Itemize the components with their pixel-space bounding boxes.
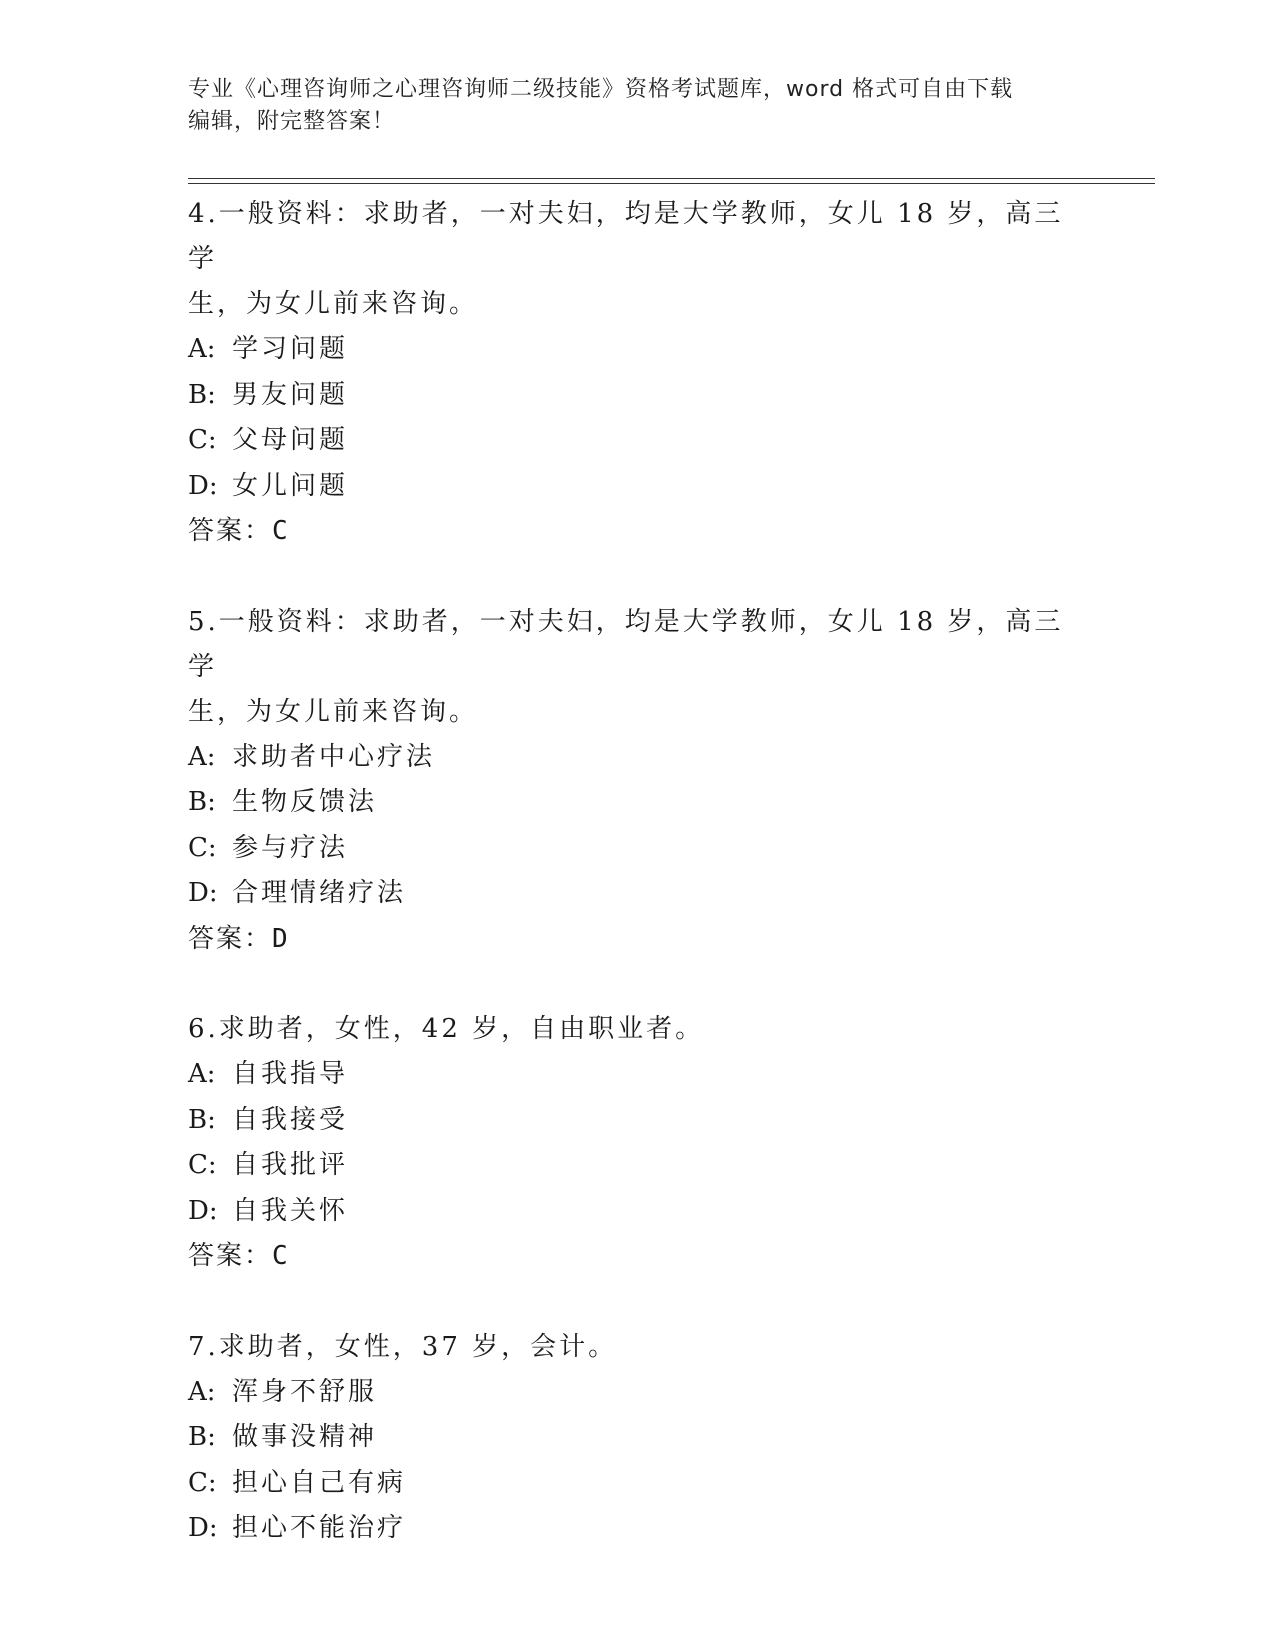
option-text: 浑身不舒服 [232,1376,378,1407]
question-5 [188,600,1088,963]
option-text: 自我接受 [232,1104,349,1135]
option-d [188,464,1088,510]
option-b [188,373,1088,419]
option-letter: C: [188,1467,217,1498]
option-d [188,1189,1088,1235]
option-d [188,871,1088,917]
option-letter: B: [188,787,216,817]
question-stem-line: 生，为女儿前来咨询。 [188,289,479,319]
option-letter: A: [188,1376,216,1407]
question-spacer [188,555,1088,600]
option-text: 女儿问题 [232,470,349,501]
answer-label: 答案： [188,516,273,546]
option-text: 求助者中心疗法 [232,741,436,772]
header-line-1: 专业《心理咨询师之心理咨询师二级技能》资格考试题库，word 格式可自由下载 [188,77,1014,102]
option-a [188,735,1088,781]
answer-label: 答案： [188,1241,273,1271]
option-text: 自我关怀 [232,1195,349,1226]
question-stem-line: 5.一般资料：求助者，一对夫妇，均是大学教师，女儿 18 岁，高三学 [188,606,1064,682]
option-text: 担心不能治疗 [232,1513,407,1543]
header-divider-top [188,178,1155,179]
answer-value: C [272,516,288,546]
question-7 [188,1325,1088,1552]
option-letter: D: [188,470,218,501]
option-text: 做事没精神 [232,1422,378,1452]
question-6 [188,1007,1088,1280]
option-text: 合理情绪疗法 [232,878,407,908]
answer-value: C [272,1241,288,1271]
option-c [188,1143,1088,1189]
question-stem-line: 7.求助者，女性，37 岁，会计。 [188,1331,618,1362]
answer-value: D [272,923,288,954]
option-b [188,780,1088,826]
option-letter: D: [188,1195,218,1226]
question-4 [188,192,1088,555]
option-b [188,1415,1088,1461]
option-c [188,418,1088,464]
option-letter: D: [188,1513,218,1543]
answer-line [188,917,1088,963]
option-a [188,1370,1088,1416]
option-c [188,826,1088,872]
option-letter: D: [188,878,218,908]
answer-label: 答案： [188,923,273,954]
option-a [188,327,1088,373]
option-letter: B: [188,1104,216,1135]
option-letter: A: [188,334,216,364]
option-text: 参与疗法 [232,832,349,863]
option-text: 自我批评 [232,1150,349,1180]
option-b [188,1098,1088,1144]
question-stem-line: 4.一般资料：求助者，一对夫妇，均是大学教师，女儿 18 岁，高三学 [188,199,1064,274]
question-list [188,192,1088,1552]
option-letter: C: [188,1150,217,1180]
option-letter: B: [188,1422,216,1452]
answer-line [188,1234,1088,1280]
option-letter: A: [188,741,216,772]
document-header [188,74,1088,138]
option-letter: C: [188,832,217,863]
option-text: 学习问题 [232,334,349,364]
option-text: 男友问题 [232,379,349,410]
option-letter: A: [188,1059,216,1089]
option-letter: C: [188,425,217,455]
option-d [188,1506,1088,1552]
question-spacer [188,962,1088,1007]
option-text: 生物反馈法 [232,787,378,817]
header-divider-bottom [188,183,1155,184]
option-text: 自我指导 [232,1059,349,1089]
option-a [188,1052,1088,1098]
answer-line [188,509,1088,555]
option-letter: B: [188,379,216,410]
question-spacer [188,1280,1088,1325]
option-c [188,1461,1088,1507]
option-text: 父母问题 [232,425,349,455]
header-line-2: 编辑，附完整答案！ [188,109,396,134]
question-stem-line: 6.求助者，女性，42 岁，自由职业者。 [188,1014,705,1044]
option-text: 担心自己有病 [232,1467,407,1498]
question-stem-line: 生，为女儿前来咨询。 [188,696,479,727]
